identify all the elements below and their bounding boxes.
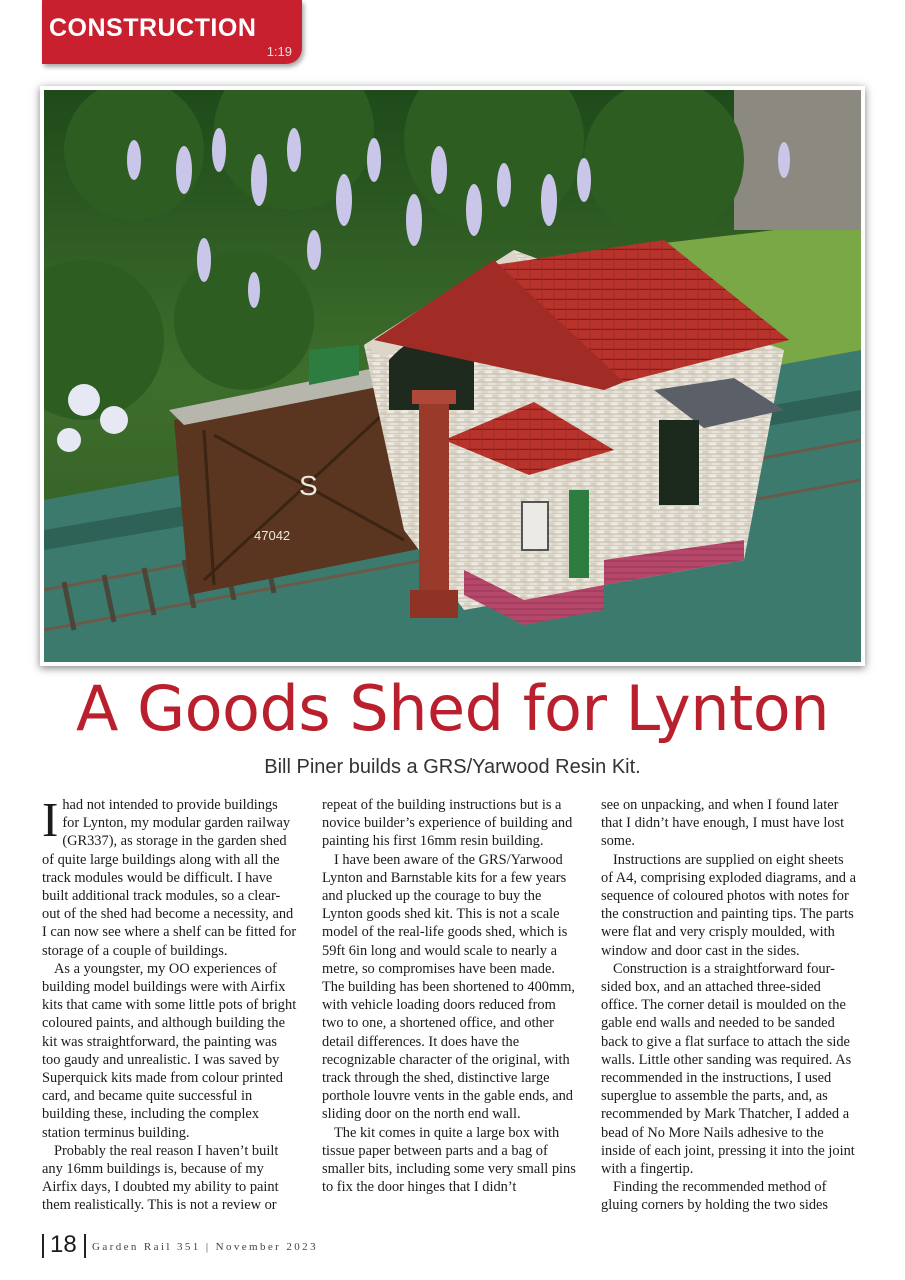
paragraph: Probably the real reason I haven’t built any 16mm buildings is, because of my Airfix days, I doubted my ability to paint them realistically. This is not a review or	[42, 1142, 279, 1214]
paragraph: Instructions are supplied on eight sheets of A4, comprising exploded diagrams, and a sequence of coloured photos with notes for the construction and painting tips. The parts were flat and very crisply moulded, with window and door cast in the sides.	[601, 851, 856, 959]
drop-cap: I	[42, 792, 59, 847]
paragraph: Construction is a straightforward four-sided box, and an attached three-sided office. The corner detail is moulded on the gable end walls and needed to be sanded back to give a flat surface to attach the side walls. Little other sanding was required. As recommended in the instructions, I used superglue to assemble the parts, and, as recommended by Mark Thatcher, I added a bead of No More Nails adhesive to the inside of each joint, pressing it into the joint with a fingertip.	[601, 960, 855, 1178]
body-column-3	[601, 796, 856, 1215]
section-label: CONSTRUCTION	[49, 14, 257, 42]
paragraph	[42, 792, 297, 960]
paragraph: repeat of the building instructions but is a novice builder’s experience of building and painting his first 16mm resin building.	[322, 797, 573, 850]
paragraph: Finding the recommended method of gluing corners by holding the two sides	[601, 1179, 829, 1214]
section-tab	[42, 0, 302, 64]
paragraph-text: had not intended to provide buildings for Lynton, my modular garden railway (GR337), as storage in the garden shed of quite large buildings along with all the track modules would be difficult. I have built additional track modules, so a clear-out of the shed had become a necessity, and I can now see where a shelf can be fitted for storage of a couple of buildings.	[42, 797, 297, 959]
paragraph: As a youngster, my OO experiences of building model buildings were with Airfix kits that came with some little pots of bright coloured paints, and although building the kit was straightforward, the painting was too gaudy and unrealistic. I was saved by Superquick kits made from colour printed card, and became quite successful in building these, including the complex station terminus building.	[42, 960, 297, 1141]
folio-divider	[42, 1234, 44, 1258]
body-column-1	[42, 792, 297, 1215]
body-column-2	[322, 796, 577, 1196]
wagon-number: 47042	[254, 528, 291, 543]
main-photo	[40, 86, 865, 666]
goods-shed-photo	[44, 90, 861, 662]
wagon-letter: S	[299, 470, 318, 501]
folio-divider	[84, 1234, 86, 1258]
paragraph: see on unpacking, and when I found later that I didn’t have enough, I must have lost some.	[601, 797, 845, 850]
publication-line: Garden Rail 351 | November 2023	[92, 1241, 318, 1253]
paragraph: I have been aware of the GRS/Yarwood Lynton and Barnstable kits for a few years and plucked up the courage to buy the Lynton goods shed kit. This is not a scale model of the real-life goods shed, which is 59ft 6in long and would scale to nearly a metre, so compromises have been made. The building has been shortened to 400mm, with vehicle loading doors reduced from two to one, a shortened office, and other detail differences. It does have the recognizable character of the original, with track through the shed, distinctive large porthole louvre vents in the gable ends, and sliding door on the north end wall.	[322, 851, 575, 1123]
paragraph: The kit comes in quite a large box with tissue paper between parts and a bag of smaller bits, including some very small pins to fix the door hinges that I didn’t	[322, 1124, 576, 1196]
article-standfirst: Bill Piner builds a GRS/Yarwood Resin Kit.	[264, 756, 641, 778]
scale-label: 1:19	[266, 44, 292, 59]
page-number: 18	[50, 1231, 77, 1258]
article-title: A Goods Shed for Lynton	[75, 672, 830, 745]
